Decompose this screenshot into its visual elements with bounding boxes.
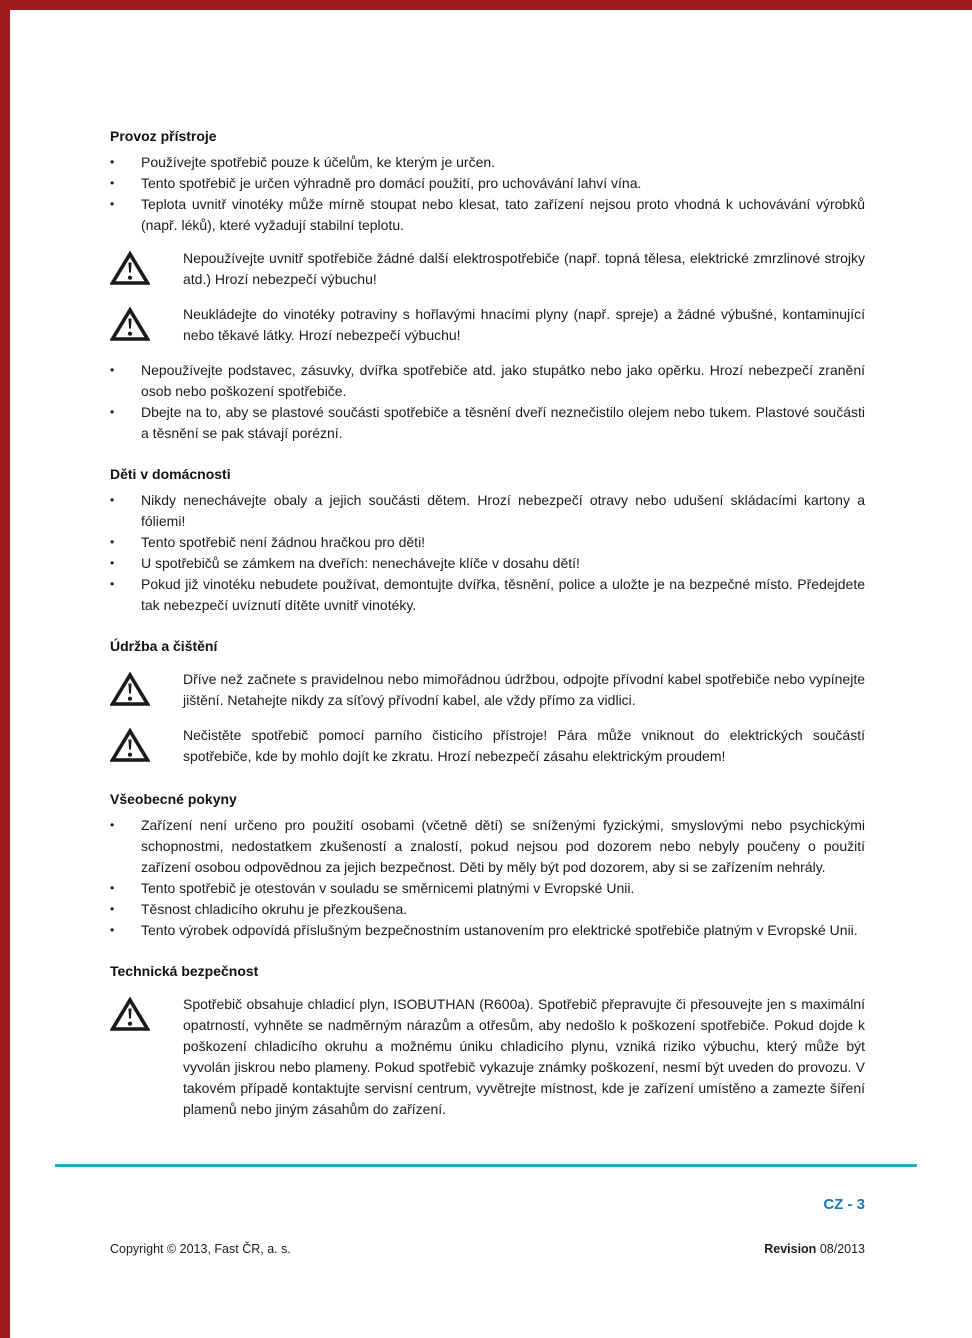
section-heading: Všeobecné pokyny [110,791,237,807]
bullet-marker: • [110,881,115,895]
bullet-text: Teplota uvnitř vinotéky může mírně stoupat nebo klesat, tato zařízení nejsou proto vhodná k uchovávání výrobků (např. léků), které vyžadují stabilní teplotu. [141,196,865,233]
warning-triangle-glyph [110,997,150,1032]
bullet-text: Těsnost chladicího okruhu je přezkoušena. [141,901,408,917]
warning-text: Spotřebič obsahuje chladicí plyn, ISOBUTHAN (R600a). Spotřebič přepravujte či přesouvejte jen s maximální opatrností, vyhněte se nadměrným nárazům a otřesům, aby nedošlo k poškození spotřebiče. Pokud dojde k poškození chladicího okruhu a možnému úniku chladicího plynu, vzniká riziko výbuchu, který může být vyvolán jiskrou nebo plameny. Pokud spotřebič vykazuje známky poškození, nesmí být uveden do provozu. V takovém případě kontaktujte servisní centrum, vyvětrejte místnost, kde je zařízení umístěno a zamezte šíření plamenů nebo jiným zásahům do zařízení. [183,996,865,1117]
page-number: CZ - 3 [823,1196,865,1213]
bullet-item [110,532,865,553]
footer-copyright: Copyright © 2013, Fast ČR, a. s. [110,1242,291,1256]
bullet-marker: • [110,902,115,916]
section-heading: Děti v domácnosti [110,466,231,482]
warning-triangle-icon [110,994,183,1120]
warning-text: Neukládejte do vinotéky potraviny s hořlavými hnacími plyny (např. spreje) a žádné výbušné, kontaminující nebo těkavé látky. Hrozí nebezpečí výbuchu! [183,306,865,343]
footer-revision-value: 08/2013 [819,1242,865,1256]
bullet-item [110,574,865,616]
page-content [110,126,865,1132]
bullet-marker: • [110,577,115,591]
warning-triangle-icon [110,669,183,713]
section-heading: Provoz přístroje [110,128,217,144]
bullet-item [110,899,865,920]
bullet-text: U spotřebičů se zámkem na dveřích: nenechávejte klíče v dosahu dětí! [141,555,580,571]
page-edge-left [0,0,10,1338]
warning-triangle-icon [110,248,183,292]
warning-triangle-glyph [110,728,150,763]
bullet-marker: • [110,363,115,377]
bullet-text: Dbejte na to, aby se plastové součásti spotřebiče a těsnění dveří neznečistilo olejem nebo tukem. Plastové součásti a těsnění se pak stávají porézní. [141,404,865,441]
bullet-item [110,360,865,402]
bullet-text: Tento spotřebič není žádnou hračkou pro děti! [141,534,426,550]
bullet-text: Pokud již vinotéku nebudete používat, demontujte dvířka, těsnění, police a uložte je na bezpečné místo. Předejdete tak nebezpečí uvíznutí dítěte uvnitř vinotéky. [141,576,865,613]
bullet-text: Nepoužívejte podstavec, zásuvky, dvířka spotřebiče atd. jako stupátko nebo jako opěrku. Hrozí nebezpečí zranění osob nebo poškození spotřebiče. [141,362,865,399]
bullet-marker: • [110,197,115,211]
page-edge-top [0,0,972,10]
bullet-item [110,920,865,941]
bullet-marker: • [110,818,115,832]
bullet-marker: • [110,923,115,937]
bullet-text: Používejte spotřebič pouze k účelům, ke kterým je určen. [141,154,496,170]
bullet-item [110,173,865,194]
bullet-item [110,490,865,532]
bullet-text: Zařízení není určeno pro použití osobami (včetně dětí) se sníženými fyzickými, smyslovými nebo psychickými schopnostmi, nedostatkem zkušeností a znalostí, pokud nejsou pod dozorem nebo nebyly poučeny o použití zařízení osobou odpovědnou za jejich bezpečnost. Děti by měly být pod dozorem, aby si se zařízením nehrály. [141,817,865,875]
warning-block [110,304,865,348]
bullet-item [110,553,865,574]
bullet-text: Nikdy nenechávejte obaly a jejich součásti dětem. Hrozí nebezpečí otravy nebo udušení skládacími kartony a fóliemi! [141,492,865,529]
bullet-text: Tento spotřebič je určen výhradně pro domácí použití, pro uchovávání lahví vína. [141,175,642,191]
page-footer [110,1242,865,1256]
footer-divider [55,1164,917,1167]
bullet-item [110,878,865,899]
bullet-marker: • [110,556,115,570]
footer-revision-label: Revision [764,1242,817,1256]
warning-triangle-glyph [110,251,150,286]
bullet-marker: • [110,405,115,419]
warning-block [110,669,865,713]
bullet-text: Tento spotřebič je otestován v souladu se směrnicemi platnými v Evropské Unii. [141,880,635,896]
section-heading: Údržba a čištění [110,638,218,654]
bullet-text: Tento výrobek odpovídá příslušným bezpečnostním ustanovením pro elektrické spotřebiče platným v Evropské Unii. [141,922,858,938]
warning-triangle-glyph [110,307,150,342]
warning-text: Nepoužívejte uvnitř spotřebiče žádné další elektrospotřebiče (např. topná tělesa, elektrické zmrzlinové strojky atd.) Hrozí nebezpečí výbuchu! [183,250,865,287]
bullet-item [110,152,865,173]
bullet-marker: • [110,176,115,190]
footer-revision [764,1242,865,1256]
bullet-item [110,194,865,236]
bullet-item [110,402,865,444]
warning-text: Nečistěte spotřebič pomocí parního čisticího přístroje! Pára může vniknout do elektrických součástí spotřebiče, kde by mohlo dojít ke zkratu. Hrozí nebezpečí zásahu elektrickým proudem! [183,727,865,764]
warning-triangle-glyph [110,672,150,707]
warning-block [110,248,865,292]
bullet-marker: • [110,493,115,507]
section-heading: Technická bezpečnost [110,963,259,979]
warning-triangle-icon [110,725,183,769]
warning-block [110,994,865,1120]
warning-triangle-icon [110,304,183,348]
bullet-item [110,815,865,878]
bullet-marker: • [110,155,115,169]
warning-block [110,725,865,769]
warning-text: Dříve než začnete s pravidelnou nebo mimořádnou údržbou, odpojte přívodní kabel spotřebiče nebo vypínejte jištění. Netahejte nikdy za síťový přívodní kabel, ale vždy přímo za vidlici. [183,671,865,708]
bullet-marker: • [110,535,115,549]
